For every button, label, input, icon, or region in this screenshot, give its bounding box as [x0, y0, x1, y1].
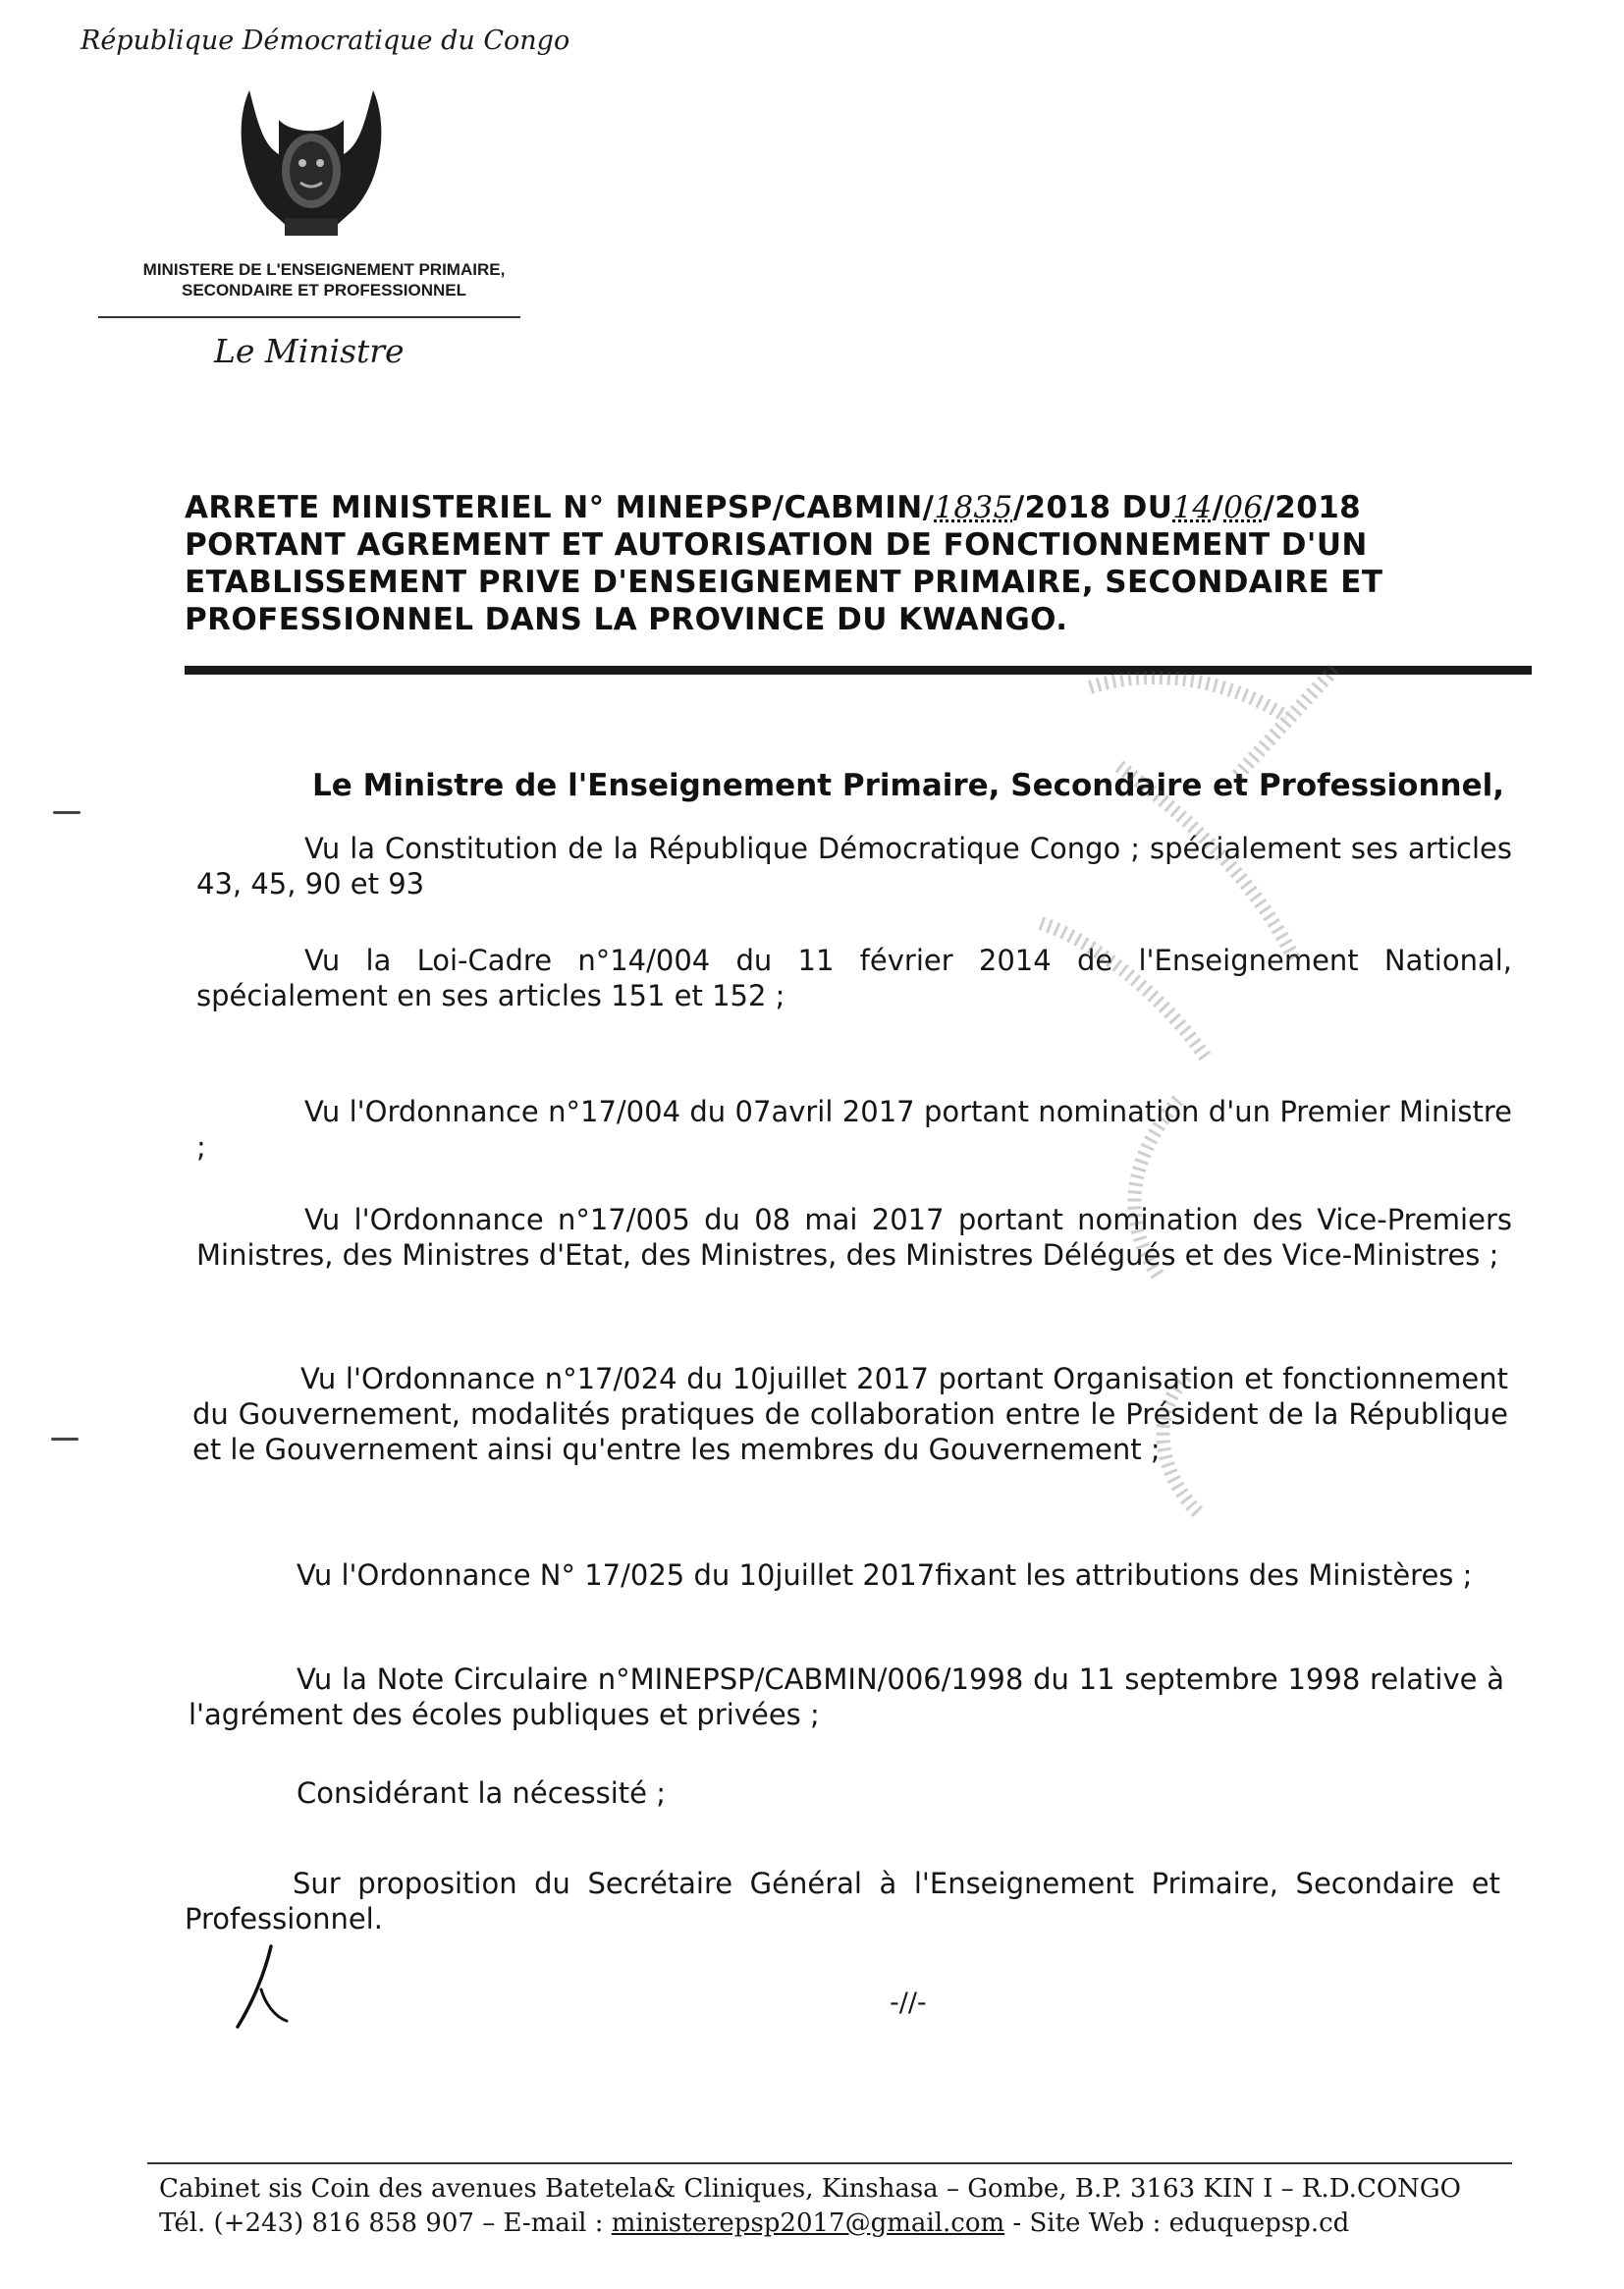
- margin-mark: [53, 811, 81, 814]
- decree-number-handwritten: 1835: [934, 490, 1013, 525]
- minister-heading: Le Ministre: [214, 332, 405, 370]
- clause-ordonnance-17-004: Vu l'Ordonnance n°17/004 du 07avril 2017 portant nomination d'un Premier Ministre ;: [196, 1095, 1512, 1164]
- clause-considerant: Considérant la nécessité ;: [297, 1776, 666, 1810]
- footer-website: - Site Web : eduquepsp.cd: [1004, 2208, 1350, 2238]
- footer-contact: [159, 2172, 1461, 2241]
- decree-title-line3: ETABLISSEMENT PRIVE D'ENSEIGNEMENT PRIMAIRE, SECONDAIRE ET: [185, 565, 1383, 600]
- page-continuation-marker: -//-: [890, 1988, 927, 2018]
- ministry-name-line1: MINISTERE DE L'ENSEIGNEMENT PRIMAIRE,: [142, 260, 506, 279]
- footer-contact-line: [159, 2207, 1461, 2241]
- decree-title-line4: PROFESSIONNEL DANS LA PROVINCE DU KWANGO.: [185, 602, 1068, 637]
- decree-title-line2: PORTANT AGREMENT ET AUTORISATION DE FONCTIONNEMENT D'UN: [185, 527, 1368, 563]
- footer-address: Cabinet sis Coin des avenues Batetela& Cliniques, Kinshasa – Gombe, B.P. 3163 KIN I – R.D.CONGO: [159, 2174, 1461, 2204]
- clause-ordonnance-17-005: Vu l'Ordonnance n°17/005 du 08 mai 2017 portant nomination des Vice-Premiers Ministres, des Ministres d'Etat, des Ministres, des Ministres Délégués et des Vice-Ministres ;: [196, 1203, 1512, 1272]
- decree-day-handwritten: 14: [1172, 490, 1213, 525]
- decree-title-line1: ARRETE MINISTERIEL N° MINEPSP/CABMIN/1835/2018 DU14/06/2018: [185, 490, 1362, 525]
- ministry-name-line2: SECONDAIRE ET PROFESSIONNEL: [182, 281, 466, 300]
- footer-phone: Tél. (+243) 816 858 907 – E-mail :: [159, 2208, 612, 2238]
- handwritten-initial-icon: [232, 1942, 291, 2031]
- margin-mark: [51, 1438, 79, 1441]
- ministry-name: [108, 259, 540, 300]
- decree-title: [185, 489, 1516, 638]
- header-divider: [98, 316, 520, 318]
- clause-ordonnance-17-025: Vu l'Ordonnance N° 17/025 du 10juillet 2017fixant les attributions des Ministères ;: [297, 1558, 1473, 1592]
- coat-of-arms-icon: [228, 81, 395, 243]
- republic-heading: République Démocratique du Congo: [81, 26, 570, 56]
- footer-divider: [147, 2162, 1512, 2164]
- clause-ordonnance-17-024: Vu l'Ordonnance n°17/024 du 10juillet 2017 portant Organisation et fonctionnement du Gouvernement, modalités pratiques de collaboration entre le Président de la République et le Gouvernement ainsi qu'entre les membres du Gouvernement ;: [192, 1362, 1508, 1466]
- clause-loi-cadre: Vu la Loi-Cadre n°14/004 du 11 février 2014 de l'Enseignement National, spécialement en ses articles 151 et 152 ;: [196, 944, 1512, 1012]
- decree-month-handwritten: 06: [1223, 490, 1264, 525]
- clause-note-circulaire: Vu la Note Circulaire n°MINEPSP/CABMIN/006/1998 du 11 septembre 1998 relative à l'agrément des écoles publiques et privées ;: [189, 1662, 1504, 1731]
- minister-intro: Le Ministre de l'Enseignement Primaire, Secondaire et Professionnel,: [312, 768, 1505, 803]
- decree-reference-mid: /2018 DU: [1012, 490, 1173, 525]
- clause-proposition: Sur proposition du Secrétaire Général à l'Enseignement Primaire, Secondaire et Professionnel.: [185, 1867, 1500, 1935]
- title-divider: [185, 666, 1532, 675]
- clause-constitution: Vu la Constitution de la République Démocratique Congo ; spécialement ses articles 43, 45, 90 et 93: [196, 832, 1512, 900]
- decree-reference-prefix: ARRETE MINISTERIEL N° MINEPSP/CABMIN/: [185, 490, 935, 525]
- decree-year: /2018: [1263, 490, 1362, 525]
- footer-email-link[interactable]: ministerepsp2017@gmail.com: [611, 2208, 1005, 2238]
